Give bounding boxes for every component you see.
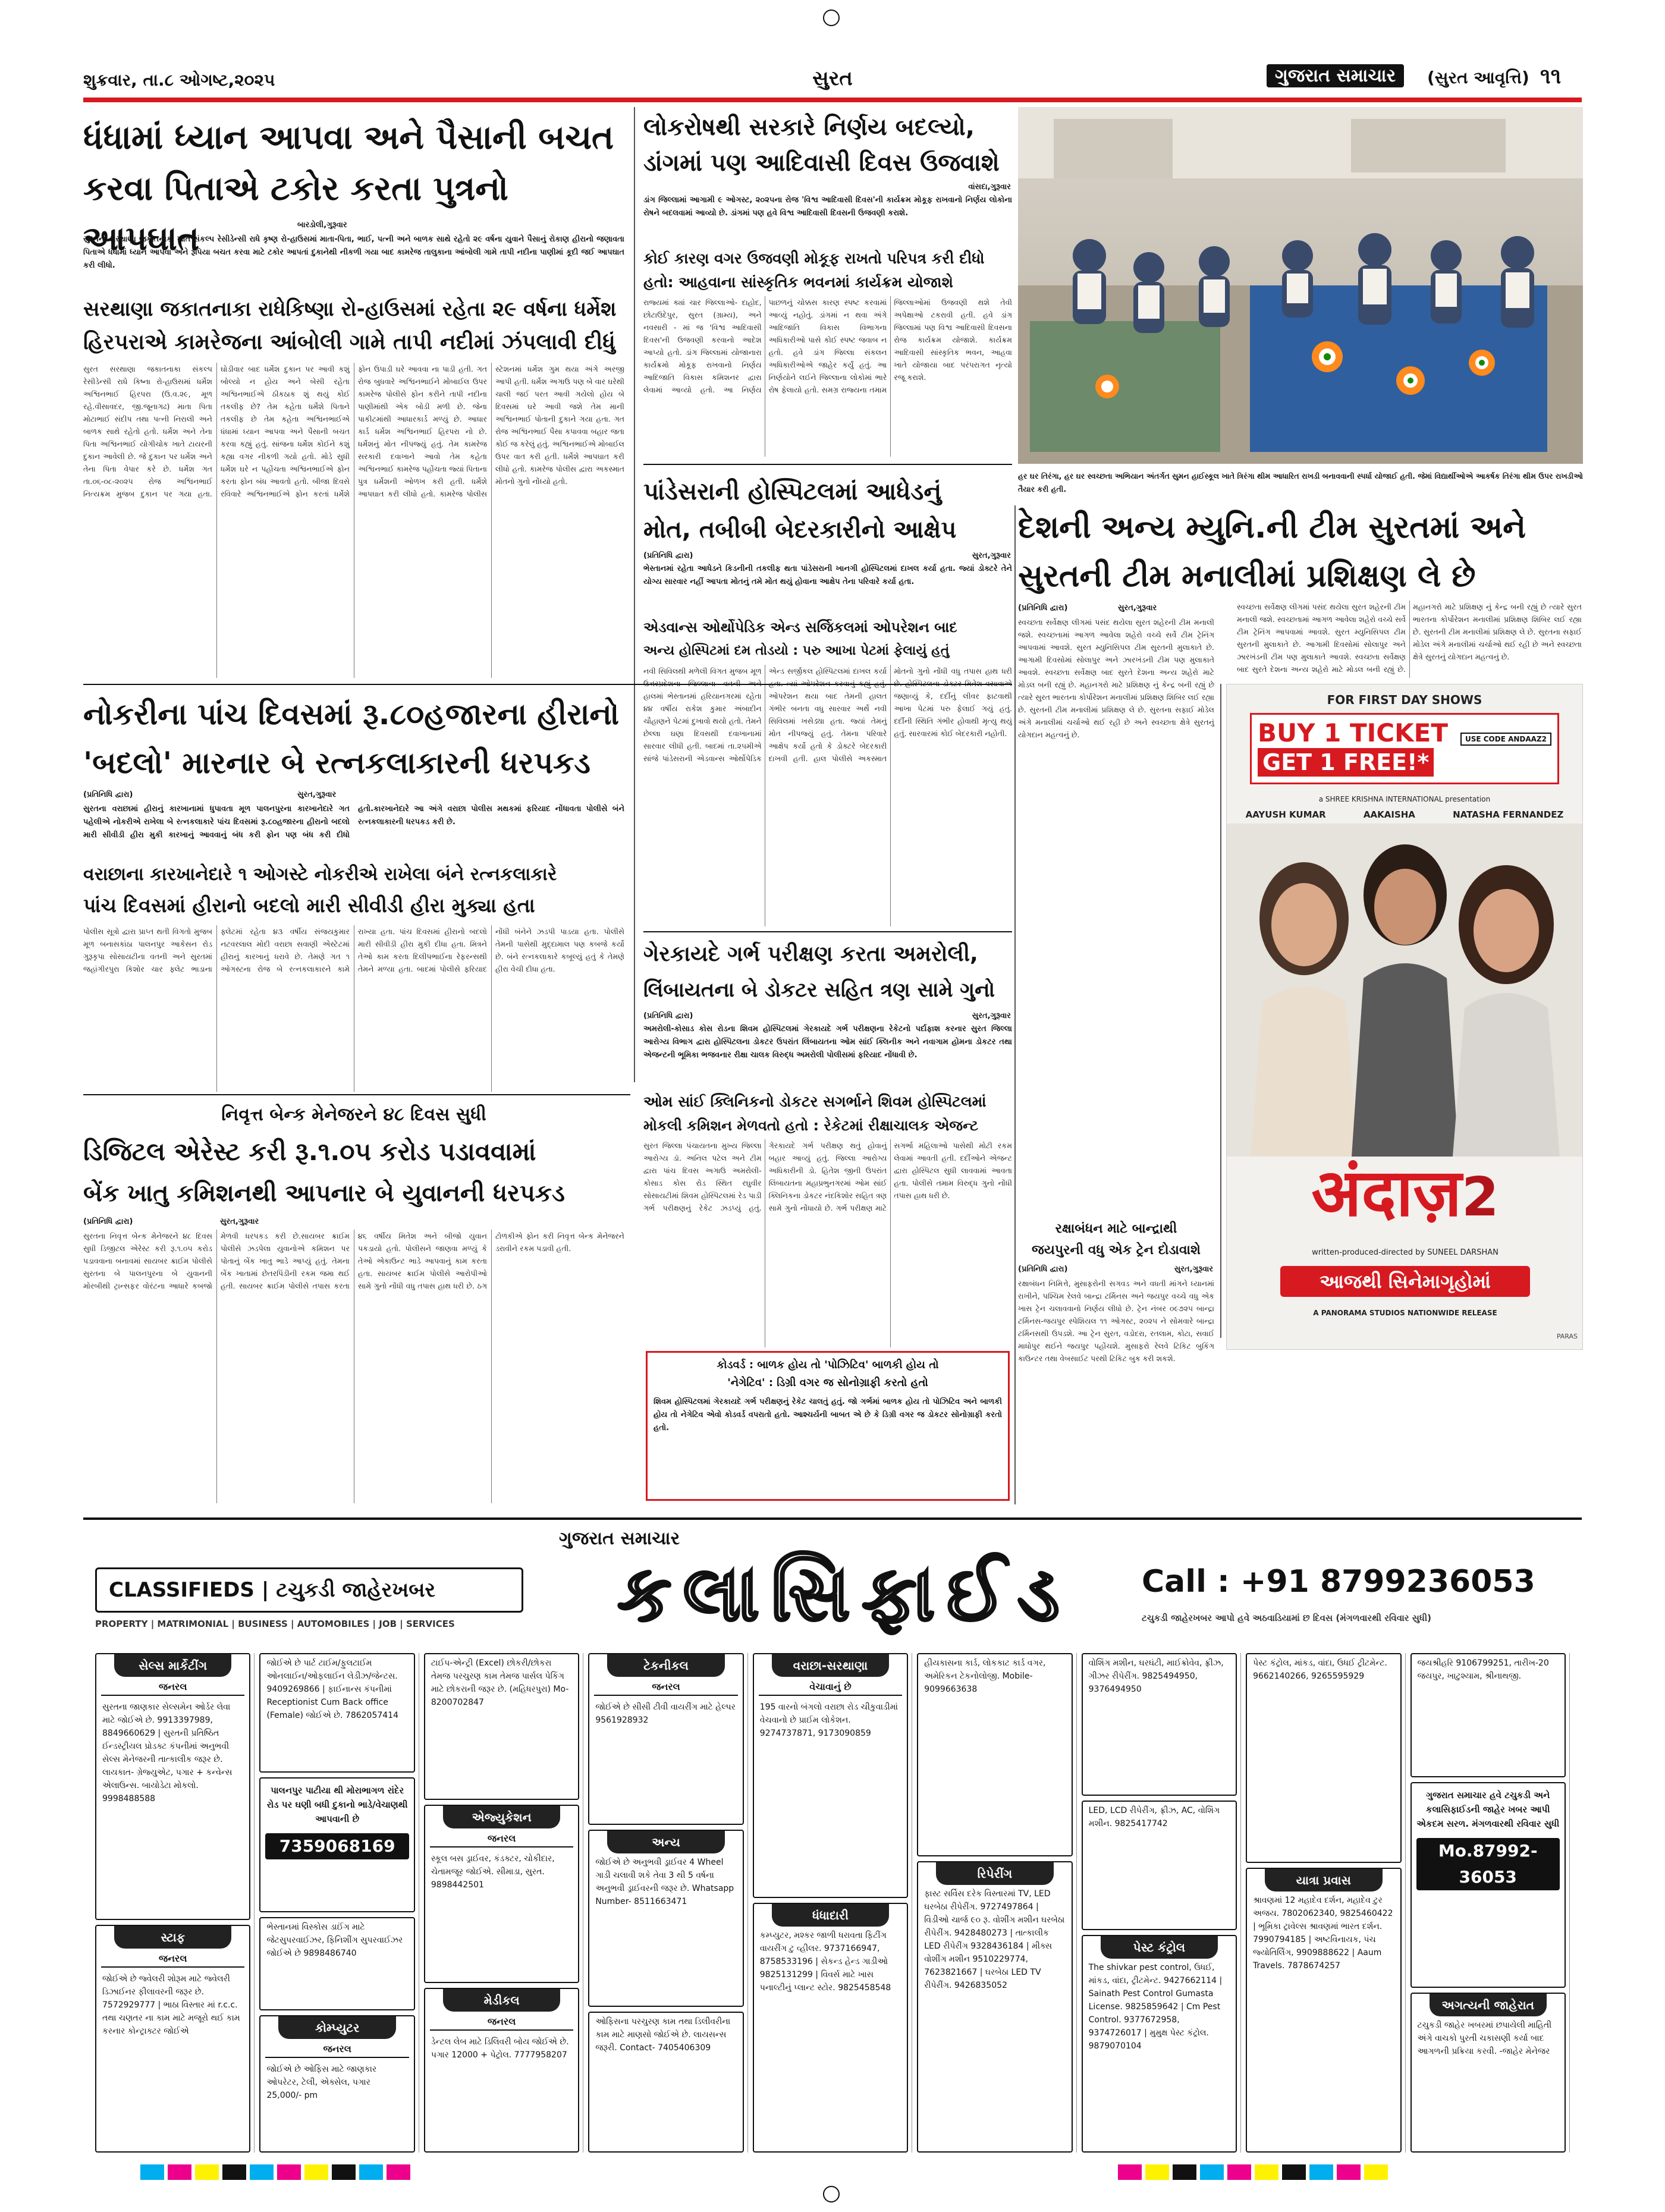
- classified-column-2: [259, 1653, 419, 2153]
- story5-body: પોલીસ સૂત્રો દ્વારા પ્રાપ્ત થતી વિગતો મુજબ મૂળ બનાસકાંઠા પાલનપુર આકેસન રોડ ગુરૂકૃપા સોસાયટીના વતની અને સુરતમાં જહાંગીરપુરા કિશોર ચાર ફ્લેટ ભાડાના ફ્લેટમાં રહેતા ૪૩ વર્ષીય સંજયકુમાર નટવરલાલ મોદી વરાછા સવાણી એસ્ટેટમાં હીરાનું કારખાનું ધરાવે છે. તેમણે ગત ૧ ઓગસ્ટના રોજ બે રત્નકલાકારને કામે રાખ્યા હતા. પાંચ દિવસમાં હીરાનો બદલો મારી સીવીડી હીરા મુકી દીધા હતા. મિત્રને તેઓ કામ કરતા દિલીપભાઈના રેફરન્સથી તેમને મળ્યા હતા. બાદમાં પોલીસે ફરિયાદ નોંધી બંનેને ઝડપી પાડયા હતા. પોલીસે તેમની પાસેથી મુદ્દામાલ પણ કબજે કર્યો છે. બંને રત્નકલાકારે કબૂલ્યું હતું કે તેમણે હીરા વેચી દીધા હતા.: [83, 927, 624, 973]
- story5-headline-2: 'બદલો' મારનાર બે રત્નકલાકારની ધરપકડ: [83, 746, 590, 780]
- story6-body: સુરતના નિવૃત્ત બેન્ક મેનેજરને ૪૮ દિવસ સુધી ડિજીટલ એરેસ્ટ કરી રૂ.૧.૦૫ કરોડ પડાવવાના બનાવમાં સાયબર ક્રાઈમ પોલીસે સુરતના બે પાલનપુરના બે યુવાનની મોરબીથી ટ્રાન્સફર વોરંટના આધારે કબજો મેળવી ધરપકડ કરી છે.સાયબર ક્રાઈમ પોલીસે ઝડપેલા યુવાનોએ કમિશન પર પોતાનું બેંક ખાતુ ભાડે આપ્યું હતું. તેમના બેંક ખાતામાં છેતરપિંડીની રકમ જમા થઈ હતી. સાયબર ક્રાઈમ પોલીસે તપાસ કરતા ૪૬ વર્ષીય મિતેશ અને બીજો યુવાન પકડાયો હતો. પોલીસને જાણવા મળ્યું કે તેઓ એકાઉન્ટ ભાડે આપવાનું કામ કરતા હતા. સાયબર ક્રાઈમ પોલીસે આરોપીઓ સામે ગુનો નોંધી વધુ તપાસ હાથ ધરી છે. ઠગ ટોળકીએ ફોન કરી નિવૃત્ત બેન્ક મેનેજરને ડરાવીને રકમ પડાવી હતી.: [83, 1231, 624, 1290]
- classified-ad: [424, 1988, 579, 2153]
- classified-text: કમ્પ્યુટર, મશ્કર જાળી ધરાવતા ફિટીંગ વાયરીંગ ટુ વ્હીલર. 9737166947, 8758533196 | સેકન્ડ હેન્ડ ગાડીઓ 9825131299 | વિવર્સ માટે ખાસ પનાલ્ટીનું પ્લાન્ટ સ્ટોર. 9825458548: [759, 1931, 891, 1993]
- classified-column-5: [753, 1653, 912, 2153]
- masthead-date: શુક્રવાર, તા.૮ ઓગષ્ટ,૨૦૨૫: [83, 70, 275, 90]
- divider-story5-top: [83, 684, 1012, 685]
- classified-subcategory: જનરલ: [430, 1831, 573, 1847]
- classified-ad: [1082, 1801, 1237, 1930]
- story5-headline-1: નોકરીના પાંચ દિવસમાં રૂ.૮૦હજારના હીરાનો: [83, 697, 620, 731]
- story5-dateline: સુરત,ગુરૂવાર: [297, 790, 337, 799]
- ad-top-text: FOR FIRST DAY SHOWS: [1327, 693, 1482, 707]
- classified-text: ઓફિસના પરચુરણ કામ તથા ડિલીવરીના કામ માટે માણસો જોઈએ છે. લાયસન્સ જરૂરી. Contact- 7405406309: [595, 2016, 731, 2053]
- classifieds-title: કલાસિફાઈડ: [553, 1550, 1136, 1639]
- classifieds-label-en: CLASSIFIEDS: [109, 1578, 255, 1602]
- story8-dateline-source: (પ્રતિનિધિ દ્વારા): [1018, 1265, 1068, 1274]
- classified-category-heading: અન્ય: [607, 1831, 724, 1853]
- story4-headline-2: સુરતની ટીમ મનાલીમાં પ્રશિક્ષણ લે છે: [1018, 558, 1476, 594]
- classified-ad: [753, 1903, 908, 2153]
- ad-offer-line-2: GET 1 FREE!*: [1258, 748, 1434, 777]
- classified-category-heading: ધંધાદારી: [772, 1904, 889, 1927]
- story4-headline-1: દેશની અન્ય મ્યુનિ.ની ટીમ સુરતમાં અને: [1018, 510, 1526, 545]
- story5-lead: સુરતના વરાછામાં હીરાનું કારખાનામાં ધુપાવતા મૂળ પાલનપુરના કારખાનેદારે ગત પહેલીએ નોકરીએ રાખેલા બે રત્નકલાકારે પાંચ દિવસમાં રૂ.૮૦હજારના હીરાનો બદલો મારી સીવીડી હીરા મુકી કારખાનું આવવાનું બંધ કરી ફોન પણ બંધ કરી દીધો હતો.કારખાનેદારે આ અંગે વરાછા પોલીસ મથકમાં ફરિયાદ નોંધાવતા પોલીસે બંને રત્નકલાકારની ધરપકડ કરી છે.: [83, 805, 624, 840]
- classified-text: LED, LCD રીપેરીંગ, ફ્રીઝ, AC, વોશિંગ મશીન. 9825417742: [1088, 1806, 1220, 1828]
- story1-subhead-1: સરથાણા જકાતનાકા રાધેકિષ્ણા રો-હાઉસમાં રહેતા ૨૯ વર્ષના ધર્મેશ: [83, 297, 617, 321]
- story7-body: સુરત જિલ્લા પંચાયતના મુખ્ય જિલ્લા આરોગ્ય ડૉ. અનિલ પટેલ અને ટીમ દ્વારા પાંચ દિવસ અગાઉ અમરોલી-કોસાડ કોસ રોડ સ્થિત રઘુવીર સોસાયટીમાં શિવમ હોસ્પિટલમાં રેડ પાડી ગર્ભ પરીક્ષણનું રેકેટ ઝડપ્યું હતું. ગેરકાયદે ગર્ભ પરીક્ષણ થતું હોવાનું બહાર આવ્યું હતું. જિલ્લા આરોગ્ય અધિકારીની ડો. હિતેશ જીની ઉપરાંત લિંબાયતના મહાપ્રભુનગરમાં ઓમ સાંઈ ક્લિનિકના ડોકટર નંદકિશોર સહિત ત્રણ સામે ગુનો નોંધાયો છે. ગર્ભ પરીક્ષણ માટે સગર્ભા મહિલાઓ પાસેથી મોટી રકમ લેવામાં આવતી હતી. દર્દીઓને એજન્ટ દ્વારા હોસ્પિટલ સુધી લાવવામાં આવતા હતા. પોલીસે તમામ વિરુદ્ધ ગુનો નોંધી તપાસ હાથ ધરી છે.: [643, 1141, 1012, 1212]
- classified-category-heading: મેડીકલ: [443, 1989, 560, 2012]
- classified-ad: [588, 1653, 743, 1825]
- classified-ad: [424, 1653, 579, 1800]
- classified-highlight-text: પાલનપુર પાટીયા થી મોરાભાગળ રાંદેર રોડ પર ઘણી બધી દુકાનો ભાડે/વેચાણથી આપવાની છે: [266, 1785, 408, 1824]
- classified-ad: [1246, 1868, 1401, 2153]
- classified-subcategory: જનરલ: [430, 2014, 573, 2031]
- classified-ad: [1410, 1653, 1566, 1777]
- column-divider-ad: [1220, 684, 1221, 1338]
- story8-headline: જયપુરની વધુ એક ટ્રેન દોડાવાશે: [1032, 1243, 1201, 1258]
- classified-ad: [588, 2012, 743, 2153]
- classified-category-heading: સ્ટાફ: [114, 1926, 231, 1949]
- story3-lead: ભેસ્તાનમાં રહેતા આધેડને કિડનીની તકલીફ થતા પાંડેસરાની ખાનગી હોસ્પિટલમાં દાખલ કર્યા હતા. જ્યાં ડોક્ટરે તેને યોગ્ય સારવાર નહીં આપતા મોતનું તમે મોત થયું હોવાના આક્ષેપ તેના પરિવારે કર્યા હતા.: [643, 564, 1012, 586]
- column-divider-2: [1014, 505, 1016, 1504]
- story7-dateline: સુરત,ગુરૂવાર: [972, 1011, 1011, 1020]
- story3-subhead-2: અન્ય હોસ્પિટમાં દમ તોડયો : પરુ આખા પેટમાં ફેલાયું હતું: [643, 643, 950, 658]
- story3-headline-2: મોત, તબીબી બેદરકારીનો આક્ષેપ: [643, 516, 957, 543]
- story2-headline-1: લોકરોષથી સરકારે નિર્ણય બદલ્યો,: [643, 114, 975, 141]
- classified-text: જોઈએ છે ઓફિસ માટે જાણકાર ઓપરેટર, ટેલી, એક્સેલ, પગાર 25,000/- pm: [266, 2065, 377, 2100]
- classified-text: ટાઈપ-એન્ટ્રી (Excel) છોકરી/છોકરા તેમજ પરચુરણ કામ તેમજ પાર્સલ પેકિંગ માટે છોકરાની જરૂર છે. (મહિધરપુરા) Mo- 8200702847: [431, 1658, 569, 1707]
- divider-story6-top: [83, 1094, 630, 1095]
- classified-ad: [753, 1653, 908, 1898]
- story8-kicker: રક્ષાબંધન માટે બાન્દ્રાથી: [1055, 1221, 1177, 1236]
- classified-text: ટચુકડી જાહેર ખબરમાં છપાયેલી માહિતી અંગે વાચકો પુરતી ચકાસણી કર્યા બાદ આગળની પ્રક્રિયા કરવી. -જાહેર મેનેજર: [1417, 2020, 1552, 2056]
- classified-ad: [95, 1653, 250, 1920]
- ad-promo-code: USE CODE ANDAAZ2: [1460, 733, 1551, 746]
- classified-subcategory: જનરલ: [594, 1679, 737, 1696]
- classified-column-4: [588, 1653, 747, 2153]
- classified-text: જોઈએ છે અનુભવી ડ્રાઈવર 4 Wheel ગાડી ચલાવી શકે તેવા 3 થી 5 વર્ષના અનુભવી ડ્રાઈવરની જરૂર છે. Whatsapp Number- 8511663471: [595, 1858, 734, 1907]
- masthead-rule: [83, 98, 1582, 102]
- ad-cast-3: NATASHA FERNANDEZ: [1453, 809, 1564, 820]
- story1-body: સુરત સરથાણા જકાતનાકા સંકલ્પ રેસીડેન્સી રાધે કિષ્ના રો-હાઉસમાં ધર્મેશ અશ્વિનભાઈ હિરપરા (ઉ.વ.૨૯, મૂળ રહે.વીસાવદર, જી.જૂનાગઢ) માતા પિતા મોટાભાઈ સંદીપ તથા પત્ની નિરાલી અને બાળક સાથે રહેતો હતો. ધર્મેશ અને તેના પિતા અશ્વિનભાઈ યોગીચોક ખાતે ટાયરની દુકાન આવેલી છે. જે દુકાન પર ધર્મેશ અને તેના પિતા વેપાર કરે છે. ધર્મેશ ગત તા.૦૬-૦૮-૨૦૨૫ રોજ અશ્વિનભાઈ નિત્યક્રમ મુજબ દુકાન પર ગયા હતા. ઘોડીવાર બાદ ધર્મેશ દુકાન પર આવી કશું બોલ્યો ન હોય અને બેસી રહેતા અશ્વિનભાઈએ ઠીકઠાક શું થયું કોઈ તકલીફ છે? તેમ કહેતા ધર્મેશે પિતાને તકલીફ છે તેમ કહેતા અશ્વિનભાઈએ ધંધામાં ધ્યાન આપવા અને પૈસાની બચત કરવા કહ્યું હતું. સાંજના ધર્મેશ કોઈને કશું કહ્યા વગર નીકળી ગયો હતો. મોડે સુધી ધર્મેશ ઘરે ન પહોંચતા અશ્વિનભાઈએ ફોન કરતા ફોન બંધ આવતો હતો. બીજા દિવસે રવિવારે અશ્વિનભાઈએ ફોન કરતાં ધર્મેશે ફોન ઉપાડી ઘરે આવવા ના પાડી હતી. ગત રોજ બુધવારે અશ્વિનભાઈને મોબાઈલ ઉપર કામરેજ પોલીસે ફોન કરીને તાપી નદીના પાણીમાંથી એક બોડી મળી છે. જેના પાકીટમાંથી આધારકાર્ડ મળ્યું છે. આધાર કાર્ડ ધર્મેશ અશ્વિનભાઈ હિરપરા નો છે. ધર્મેશનું મોત નીપજ્યું હતું. તેમ કામરેજ સરકારી દવાખાને આવો તેમ કહેતા અશ્વિનભાઈ કામરેજ પહોંચતા જ્યાં પિતાના પુત્ર ધર્મેશની ઓળખ કરી હતી. ધર્મેશે આપઘાત કરી લીધો હતો. કામરેજ પોલીસ સ્ટેશનમાં ધર્મેશ ગુમ થયા અંગે અરજી આપી હતી. ધર્મેશ અગાઉ પણ બે વાર ઘરેથી ચાલી જઈ પરત આવી ગયેલો હોય બે દિવસમાં ઘરે આવી જશે તેમ માની અશ્વિનભાઈ પોતાની દુકાને ગયા હતા. ગત રોજ અશ્વિનભાઈ પૈસા કપાવવા બહાર જતા કોઈ જ કરેલું હતું. અશ્વિનભાઈએ મોબાઈલ ઉપર વાત કરી હતી. ધર્મેશે આપઘાત કરી લીધો હતો. કામરેજ પોલીસ દ્વારા અકસ્માત મોતનો ગુનો નોંધ્યો હતો.: [83, 365, 624, 498]
- story6-headline-1: ડિજિટલ એરેસ્ટ કરી રૂ.૧.૦૫ કરોડ પડાવવામાં: [83, 1137, 536, 1166]
- classified-text: 195 વારનો બંગલો વરાછા રોડ ચીકુવાડીમાં વેચવાનો છે પ્રાઈમ લોકેશન. 9274737871, 9173090859: [759, 1702, 898, 1738]
- classified-column-8: [1246, 1653, 1405, 2153]
- classified-text: શ્રાવણમાં 12 મહાદેવ દર્શન, મહાદેવ ટુર અજય. 7802062340, 9825460422 | ભૂમિકા ટ્રાવેલ્સ શ્રાવણમાં ભારત દર્શન. 7990794185 | અષ્ટવિનાયક, પંચ જ્યોતિર્લિંગ, 9909888622 | Aaum Travels. 7878674257: [1253, 1896, 1393, 1971]
- story2-lead: ડાંગ જિલ્લામાં આગામી ૯ ઓગસ્ટ, ૨૦૨૫ના રોજ 'વિશ્વ આદિવાસી દિવસ'ની કાર્યક્રમ મોકૂફ રાખવાનો નિર્ણય લોકોના રોષને બદલવામાં આવ્યો છે. ડાંગમાં પણ હવે વિશ્વ આદિવાસી દિવસની ઉજવણી કરાશે.: [643, 196, 1012, 218]
- ad-presenter: a SHREE KRISHNA INTERNATIONAL presentation: [1318, 795, 1491, 803]
- story5-dateline-source: (પ્રતિનિધિ દ્વારા): [83, 790, 133, 799]
- classified-text: જોઈએ છે જ્વેલરી શોરૂમ માટે જ્વેલરી ડિઝાઈનર ફીલાવરની જરૂર છે. 7572929777 | ભાઠા વિસ્તાર માં r.c.c. તથા ચણતર ના કામ માટે મજૂરો થઈ કામ કરનાર કોન્ટ્રાક્ટર જોઈએ: [102, 1974, 240, 2036]
- story3-subhead-1: એડવાન્સ ઓર્થોપેડિક એન્ડ સર્જિકલમાં ઓપરેશન બાદ: [643, 619, 957, 636]
- classified-category-heading: રિપેરીંગ: [936, 1862, 1053, 1885]
- story2-subhead-1: કોઈ કારણ વગર ઉજવણી મોકૂફ રાખતો પરિપત્ર કરી દીધો: [643, 250, 985, 267]
- classified-subcategory: જનરલ: [101, 1951, 244, 1968]
- story5-subhead-1: વરાછાના કારખાનેદારે ૧ ઓગસ્ટે નોકરીએ રાખેલા બંને રત્નકલાકારે: [83, 864, 557, 885]
- story2-subhead-2: હતો: આહવાના સાંસ્કૃતિક ભવનમાં કાર્યક્રમ યોજાશે: [643, 274, 953, 291]
- classified-ad: [259, 1777, 414, 1912]
- classified-text: જોઈએ છે સીસી ટીવી વાયરીંગ માટે હેલ્પર 9561928932: [595, 1702, 736, 1725]
- classified-phone-number: 7359068169: [265, 1833, 409, 1859]
- movie-advertisement: [1226, 684, 1583, 1350]
- classified-category-heading: પેસ્ટ કંટ્રોલ: [1101, 1936, 1218, 1959]
- story1-headline-1: ધંધામાં ધ્યાન આપવા અને પૈસાની બચત: [83, 118, 614, 157]
- classified-text: વોશિંગ મશીન, ઘરઘંટી, માઈક્રોવેવ, ફ્રીઝ, ગીઝર રીપેરીંગ. 9825494950, 9376494950: [1088, 1658, 1224, 1694]
- classified-ad: [95, 1925, 250, 2153]
- news-photo-rakhi-competition: [1018, 107, 1583, 464]
- classified-ad: [424, 1805, 579, 1982]
- classified-ad: [1246, 1653, 1401, 1863]
- story1-headline-2: કરવા પિતાએ ટકોર કરતા પુત્રનો આપઘાત: [83, 169, 508, 258]
- callout-headline-2: 'નેગેટિવ' : ડિગ્રી વગર જ સોનોગ્રાફી કરતો હતો: [727, 1377, 928, 1389]
- classified-phone-number: Mo.87992-36053: [1416, 1838, 1560, 1890]
- classifieds-top-rule: [83, 1517, 1582, 1520]
- classified-ad: [1082, 1935, 1237, 2153]
- story1-subhead-2: હિરપરાએ કામરેજના આંબોલી ગામે તાપી નદીમાં ઝંપલાવી દીધું: [83, 330, 615, 354]
- divider-story2-bottom: [643, 464, 1012, 465]
- classified-text: પેસ્ટ કંટ્રોલ, માંકડ, વાંદા, ઉધઈ ટ્રીટમેન્ટ. 9662140266, 9265595929: [1253, 1658, 1387, 1681]
- classifieds-grid: [95, 1653, 1570, 2153]
- classified-ad: [259, 2015, 414, 2153]
- ad-studio: A PANORAMA STUDIOS NATIONWIDE RELEASE: [1313, 1309, 1497, 1317]
- classified-category-heading: એજ્યુકેશન: [443, 1806, 560, 1828]
- story7-callout-box: [646, 1351, 1010, 1501]
- story7-dateline-source: (પ્રતિનિધિ દ્વારા): [643, 1011, 693, 1020]
- classifieds-call: Call : +91 8799236053: [1142, 1564, 1535, 1600]
- color-bar-right: [1118, 2164, 1388, 2180]
- classified-ad: [588, 1830, 743, 2006]
- ad-release-text: આજથી સિનેમાગૃહોમાં: [1280, 1266, 1530, 1297]
- classified-ad: [1410, 1993, 1566, 2153]
- masthead-city: સુરત: [812, 67, 853, 90]
- story4-body: સ્વચ્છતા સર્વેક્ષણ લીગમાં પસંદ થયેલા સુરત શહેરની ટીમ મનાલી જશે. સ્વચ્છતામાં આગળ આવેલા શહેરો વચ્ચે સર્વે ટીમ ટ્રેનિંગ આપવામાં આવશે. સુરત મ્યુનિસિપલ ટીમ સુરતની મુલાકાતે છે. આગામી દિવસોમાં સોલાપુર અને ઝારખંડની ટીમ પણ મુલાકાતે આવશે. સ્વચ્છતા સર્વેક્ષણ બાદ સુરતે દેશના અન્ય શહેરો માટે મોડલ બની રહ્યું છે. મહાનગરો માટે પ્રશિક્ષણ નું કેન્દ્ર બની રહ્યું છે ત્યારે સુરત ભારતના કોર્પોરેશન મનાલીમાં પ્રશિક્ષણ શિબિર લઈ રહ્યા છે. સુરતની ટીમ મનાલીમાં પ્રશિક્ષણ લે છે. સુરતના સફાઈ મોડેલ અંગે મનાલીમાં ચર્ચાઓ થઈ રહી છે અને સ્વચ્છતા ક્ષેત્રે સુરતનું યોગદાન મહત્વનું છે.: [1018, 618, 1214, 739]
- classified-highlight-text: ગુજરાત સમાચાર હવે ટચુકડી અને કલાસિફાઈડની જાહેર ખબર આપી એકદમ સરળ. મંગળવારથી રવિવાર સુધી: [1416, 1790, 1560, 1830]
- story7-lead: અમરોલી-કોસાડ કોસ રોડના શિવમ હોસ્પિટલમાં ગેરકાયદે ગર્ભ પરીક્ષણના રેકેટનો પર્દાફાશ કરનાર સુરત જિલ્લા આરોગ્ય વિભાગ દ્વારા હોસ્પિટલના ડોકટર ઉપરાંત લિંબાયતના ઓમ સાંઈ ક્લિનીક અને નવાગામ હોમના ડોકટર તથા એજન્ટની ભૂમિકા ભજવનાર રીક્ષા ચાલક વિરુદ્ધ અમરોલી પોલીસમાં ફરિયાદ નોંધાવી છે.: [643, 1025, 1012, 1060]
- story3-headline-1: પાંડેસરાની હોસ્પિટલમાં આધેડનું: [643, 478, 942, 505]
- ad-movie-number: 2: [1461, 1166, 1499, 1228]
- story1-lead: સુરતના સરથાણા જકાતનાકા ખાતે સંકલ્પ રેસીડેન્સી રાધે કૃષ્ણ રો-હાઉસમાં માતા-પિતા, ભાઈ, પત્ની અને બાળક સાથે રહેતો ૨૯ વર્ષના યુવાને પૈસાનું રોકાણ હીરાનો જણાવતા પિતાએ ધંધામાં ધ્યાન આપવા અને રૂપિયા બચત કરવા માટે ટકોર આપતાં દુકાનેથી નીકળી ગયા બાદ કામરેજ તાલુકાના આંબોલી ગામે તાપી નદીના પાણીમાં કૂદી જઈ આપઘાત કરી લીધો.: [83, 235, 624, 270]
- story2-body: રાજ્યમાં ક્યાં ચાર જિલ્લાઓ- દાહોદ, છોટાઉદેપુર, સુરત (ગ્રામ્ય), અને નવસારી - માં જ 'વિશ્વ આદિવાસી દિવસ'ની ઉજવણી કરવાનો આદેશ આપ્યો હતો. ડાંગ જિલ્લામાં યોજાનારા કાર્યક્રમો મોકૂફ રાખવાનો નિર્ણય આદિજાતિ વિકાસ કમિશનર દ્વારા લેવામાં આવ્યો હતો. આ નિર્ણય પાછળનું ચોક્કસ કારણ સ્પષ્ટ કરવામાં આવ્યું નહોતું. ડાંગમાં ન થવા અંગે આદિજાતિ વિકાસ વિભાગના અધિકારીઓ પાસે કોઈ સ્પષ્ટ જવાબ ન હતો. હવે ડાંગ જિલ્લા સંકલન અધિકારીઓએ જાહેર કર્યું હતું. આ નિર્ણયોને લઈને જિલ્લાના લોકોમાં ભારે રોષ ફેલાયો હતો. સમગ્ર રાજ્યના તમામ જિલ્લાઓમાં ઉજવણી થશે તેવી અપેક્ષાઓ ટકરાવી હતી. હવે ડાંગ જિલ્લામાં પણ વિશ્વ આદિવાસી દિવસના રોજ કાર્યક્રમ યોજાશે. કાર્યક્રમ આદિવાસી સાંસ્કૃતિક ભવન, આહવા ખાતે યોજાયા બાદ પરંપરાગત નૃત્યો રજૂ કરાશે.: [643, 298, 1012, 394]
- classified-category-heading: વરાછા-સરથાણા: [772, 1654, 889, 1677]
- classified-ad: [259, 1917, 414, 2010]
- classified-column-1: [95, 1653, 255, 2153]
- classifieds-brand: ગુજરાત સમાચાર: [559, 1528, 680, 1549]
- classified-ad: [259, 1653, 414, 1773]
- classified-text: જોઈએ છે પાર્ટ ટાઈમ/ફુલટાઈમ ઓનલાઈન/ઓફલાઈન લેડીઝ/જેન્ટસ. 9409269866 | ફાઈનાન્સ કંપનીમાં Receptionist Cum Back office (Female) જોઈએ છે. 7862057414: [266, 1658, 398, 1720]
- classifieds-header: CLASSIFIEDS | ટચુકડી જાહેરખબર PROPERTY | MATRIMONIAL | BUSINESS | AUTOMOBILES | JOB | SERVICES ગુજરાત સમાચાર કલાસિફાઈડ Call : +91 8799236053 ટચુકડી જાહેરખબર આપો હવે અઠવાડિયામાં છ દિવસ (મંગળવારથી રવિવાર સુધી): [95, 1526, 1570, 1645]
- ad-credit: written-produced-directed by SUNEEL DARSHAN: [1312, 1248, 1498, 1257]
- classified-ad: [1410, 1782, 1566, 1987]
- registration-mark-top: [823, 10, 840, 26]
- classified-text: The shivkar pest control, ઉધઈ, માંકડ, વાંદા, ટ્રીટમેન્ટ. 9427662114 | Sainath Pest Control Gumasta License. 9825859642 | Cm Pest Control. 9377672958, 9374726017 | મુમુક્ષ પેસ્ટ કંટ્રોલ. 9879070104: [1088, 1963, 1223, 2051]
- classified-category-heading: યાત્રા પ્રવાસ: [1265, 1869, 1382, 1891]
- story6-dateline: સુરત,ગુરૂવાર: [220, 1217, 259, 1226]
- story3-dateline-source: (પ્રતિનિધિ દ્વારા): [643, 551, 693, 560]
- story6-kicker: નિવૃત્ત બેન્ક મેનેજરને ૪૮ દિવસ સુધી: [221, 1104, 486, 1125]
- story2-headline-2: ડાંગમાં પણ આદિવાસી દિવસ ઉજવાશે: [643, 149, 1000, 177]
- story8-body: રક્ષાબંધન નિમિત્તે, મુસાફરોની સગવડ અને વધતી માંગને ધ્યાનમાં રાખીને, પશ્ચિમ રેલવે બાન્દ્રા ટર્મિનસ અને જયપુર વચ્ચે વધુ એક ખાસ ટ્રેન ચલાવવાનો નિર્ણય લીધો છે. ટ્રેન નંબર ૦૯૭૨૫ બાન્દ્રા ટર્મિનસ-જયપુર સ્પેશિયલ ૧૧ ઓગસ્ટ, ૨૦૨૫ ને સોમવારે બાન્દ્રા ટર્મિનસથી ઉપડશે. આ ટ્રેન સુરત, વડોદરા, રતલામ, કોટા, સવાઈ માધોપુર થઈને જયપુર પહોંચશે. મુસાફરો રેલવે ટિકિટ બુકિંગ કાઉન્ટર તથા વેબસાઈટ પરથી ટિકિટ બુક કરી શકશે.: [1018, 1279, 1214, 1363]
- classified-text: ડેન્ટલ લેબ માટે ડિલિવરી બોય જોઈએ છે. પગાર 12000 + પેટ્રોલ. 7777958207: [431, 2037, 569, 2060]
- story7-subhead-2: મોકલી કમિશન મેળવતો હતો : રેકેટમાં રીક્ષાચાલક એજન્ટ: [643, 1117, 979, 1134]
- story5-subhead-2: પાંચ દિવસમાં હીરાનો બદલો મારી સીવીડી હીરા મુક્યા હતા: [83, 894, 535, 917]
- classified-text: જયશ્રીહરિ 9106799251, તારીખ-20 જયપુર, ખાટુશ્યામ, શ્રીનાથજી.: [1417, 1658, 1549, 1681]
- classified-column-3: [424, 1653, 583, 2153]
- ad-movie-title: अंदाज़: [1311, 1155, 1462, 1231]
- classified-column-9: [1410, 1653, 1570, 2153]
- classified-category-heading: કોમ્પ્યુટર: [278, 2016, 395, 2039]
- divider-story7-top: [643, 931, 1012, 932]
- story6-dateline-source: (પ્રતિનિધિ દ્વારા): [83, 1217, 133, 1226]
- story7-headline-1: ગેરકાયદે ગર્ભ પરીક્ષણ કરતા અમરોલી,: [643, 942, 978, 966]
- classified-ad: [917, 1861, 1072, 2153]
- classified-column-6: [917, 1653, 1076, 2153]
- classified-subcategory: જનરલ: [265, 2041, 409, 2058]
- classified-text: ભેસ્તાનમાં વિસ્કોસ ડાઈંગ માટે જેટસુપરવાઈઝર, ફિનિશીંગ સુપરવાઈઝર જોઈએ છે 9898486740: [266, 1922, 403, 1958]
- column-divider-1: [634, 107, 635, 1082]
- classified-category-heading: ટેકનીકલ: [607, 1654, 724, 1677]
- classifieds-categories: PROPERTY | MATRIMONIAL | BUSINESS | AUTOMOBILES | JOB | SERVICES: [95, 1619, 455, 1629]
- classified-text: સ્કૂલ બસ ડ્રાઈવર, કંડક્ટર, ચોકીદાર, ચેતામજૂર જોઈએ. સીમાડા, સુરત. 9898442501: [431, 1854, 555, 1890]
- story7-subhead-1: ઓમ સાંઈ ક્લિનિકનો ડોકટર સગર્ભાને શિવમ હોસ્પિટલમાં: [643, 1093, 987, 1110]
- classified-text: ફાસ્ટ સર્વિસ દરેક વિસ્તારમાં TV, LED ઘરબેઠા રીપેરીંગ. 9727497864 | વિડીઓ ચાર્જ ૯૦ રૂ. વોશીંગ મશીન ઘરબેઠા રીપેરીંગ. 9428480273 | તાત્કાલીક LED રીપેરીંગ 9328436184 | મીક્સ વોશીંગ મશીન 9510229774, 7623821667 | ઘરબેઠા LED TV રીપેરીંગ. 9426835052: [924, 1889, 1065, 1990]
- classified-ad: [1082, 1653, 1237, 1796]
- story3-body: નવી સિવિલથી મળેલી વિગત મુજબ મૂળ હાલમાં ભેસ્તાનમાં હરિયાનગરમાં રહેતા ૪૪ વર્ષીય રાકેશ કુમાર અંબાદીન ચૌહાણને પેટમાં દુખાવો થયો હતો. તેમને છેલ્લા ઘણા દિવસથી દવાખાનામાં સારવાર લીધી હતી. બાદમાં તા.૨૫મીએ સાંજે પાંડેસરાની એડવાન્સ ઓર્થોપેડિક એન્ડ સર્જીકલ હોસ્પિટલમાં દાખલ કર્યા ઓપરેશન થયા બાદ તેમની હાલત ગંભીર બનતા વધુ સારવાર અર્થે નવી સિવિલમાં ખસેડ્યા હતા. જ્યાં તેમનું મોત નીપજ્યું હતું. તેમના પરિવારે આક્ષેપ કર્યો હતો કે ડોક્ટરે બેદરકારી દાખવી હતી. હાલ પોલીસે અકસ્માત મોતનો ગુનો નોંધી વધુ તપાસ હાથ ધરી જણાવ્યું કે, દર્દીનું લીવર ફાટવાથી આખા પેટમાં પરુ ફેલાઈ ગયું હતું. દર્દીની સ્થિતિ ગંભીર હોવાથી મૃત્યુ થયું હતું. સારવારમાં કોઈ બેદરકારી નહોતી.: [643, 667, 1012, 763]
- ad-offer-line-1: BUY 1 TICKET: [1258, 718, 1448, 747]
- story4-dateline-source: (પ્રતિનિધિ દ્વારા): [1018, 604, 1068, 612]
- classified-text: સુરતના જાણકાર સેલ્સમેન ઓર્ડર લેવા માટે જોઈએ છે. 9913397989, 8849660629 | સુરતની પ્રતિષ્ઠિત ઈન્ડસ્ટ્રીયલ પ્રોડક્ટ કંપનીમાં અનુભવી સેલ્સ મેનેજરની તાત્કાલીક જરૂર છે. લાયકાત- ગ્રેજ્યુએટ, પગાર + કન્વેન્સ એલાઉન્સ. બાયોડેટા મોકલો. 9998488588: [102, 1702, 233, 1803]
- ad-poster-art: [1227, 824, 1583, 1157]
- ad-cast-2: AAKAISHA: [1363, 809, 1415, 820]
- callout-body: શિવમ હોસ્પિટલમાં ગેરકાયદે ગર્ભ પરીક્ષણનું રેકેટ ચાલતું હતું. જો ગર્ભમાં બાળક હોય તો પોઝિટિવ અને બાળકી હોય તો નેગેટિવ એવો કોડવર્ડ વપરાતો હતો. આશ્ચર્યની બાબત એ છે કે ડિગ્રી વગર જ ડોકટર સોનોગ્રાફી કરતો હતો.: [654, 1397, 1002, 1432]
- masthead-paper-logo: ગુજરાત સમાચાર: [1267, 64, 1404, 87]
- classified-text: હીયકાસના કાર્ડ, લોકકાટ કાર્ડ વગર, અમેરિકન ટેકનોલોજી. Mobile- 9099663638: [924, 1658, 1046, 1694]
- classifieds-label-guj: ટચુકડી જાહેરખબર: [276, 1578, 436, 1602]
- story8-dateline: સુરત,ગુરૂવાર: [1174, 1265, 1213, 1274]
- story7-headline-2: લિંબાયતના બે ડોકટર સહિત ત્રણ સામે ગુનો: [643, 978, 995, 1002]
- page-number: ૧૧: [1540, 64, 1562, 89]
- classified-category-heading: અગત્યની જાહેરાત: [1430, 1994, 1547, 2016]
- masthead-edition: (સુરત આવૃત્તિ): [1427, 68, 1529, 87]
- story2-dateline: વાંસદા,ગુરૂવાર: [968, 183, 1011, 191]
- classified-subcategory: વેચાવાનું છે: [759, 1679, 902, 1696]
- color-bar-left: [140, 2164, 410, 2180]
- classified-column-7: [1082, 1653, 1241, 2153]
- registration-mark-bottom: [823, 2186, 840, 2202]
- story3-dateline: સુરત,ગુરૂવાર: [972, 551, 1011, 560]
- story4-body-top: સ્વચ્છતા સર્વેક્ષણ લીગમાં પસંદ થયેલા સુરત શહેરની ટીમ મનાલી જશે. સ્વચ્છતામાં આગળ આવેલા શહેરો વચ્ચે સર્વે ટીમ ટ્રેનિંગ આપવામાં આવશે. સુરત મ્યુનિસિપલ ટીમ સુરતની મુલાકાતે છે. આગામી દિવસોમાં સોલાપુર અને ઝારખંડની ટીમ પણ મુલાકાતે આવશે. સ્વચ્છતા સર્વેક્ષણ બાદ સુરતે દેશના અન્ય શહેરો માટે મોડલ બની રહ્યું છે. મહાનગરો માટે પ્રશિક્ષણ નું કેન્દ્ર બની રહ્યું છે ત્યારે સુરત ભારતના કોર્પોરેશન મનાલીમાં પ્રશિક્ષણ શિબિર લઈ રહ્યા છે. સુરતની ટીમ મનાલીમાં પ્રશિક્ષણ લે છે. સુરતના સફાઈ મોડેલ અંગે મનાલીમાં ચર્ચાઓ થઈ રહી છે અને સ્વચ્છતા ક્ષેત્રે સુરતનું યોગદાન મહત્વનું છે.: [1237, 602, 1582, 674]
- classifieds-call-note: ટચુકડી જાહેરખબર આપો હવે અઠવાડિયામાં છ દિવસ (મંગળવારથી રવિવાર સુધી): [1142, 1613, 1432, 1623]
- photo-caption: હર ઘર તિરંગા, હર ઘર સ્વચ્છતા અભિયાન અંતર્ગત સુમન હાઈસ્કૂલ ખાતે ત્રિરંગા થીમ આધારિત રાખડી બનાવવાની સ્પર્ધા યોજાઈ હતી. જેમાં વિદ્યાર્થીઓએ આકર્ષક તિરંગા થીમ ઉપર રાખડીઓ તૈયાર કરી હતી.: [1018, 472, 1583, 494]
- classified-ad: [917, 1653, 1072, 1856]
- story1-dateline: બારડોલી,ગુરૂવાર: [297, 221, 347, 230]
- callout-headline-1: કોડવર્ડ : બાળક હોય તો 'પોઝિટિવ' બાળકી હોય તો: [717, 1359, 939, 1371]
- story6-headline-2: બેંક ખાતુ કમિશનથી આપનાર બે યુવાનની ધરપકડ: [83, 1180, 565, 1207]
- ad-cast-1: AAYUSH KUMAR: [1245, 809, 1326, 820]
- story4-dateline: સુરત,ગુરૂવાર: [1118, 604, 1157, 612]
- ad-agency: PARAS: [1556, 1333, 1578, 1340]
- classified-category-heading: સેલ્સ માર્કેટીંગ: [114, 1654, 231, 1677]
- classified-subcategory: જનરલ: [101, 1679, 244, 1696]
